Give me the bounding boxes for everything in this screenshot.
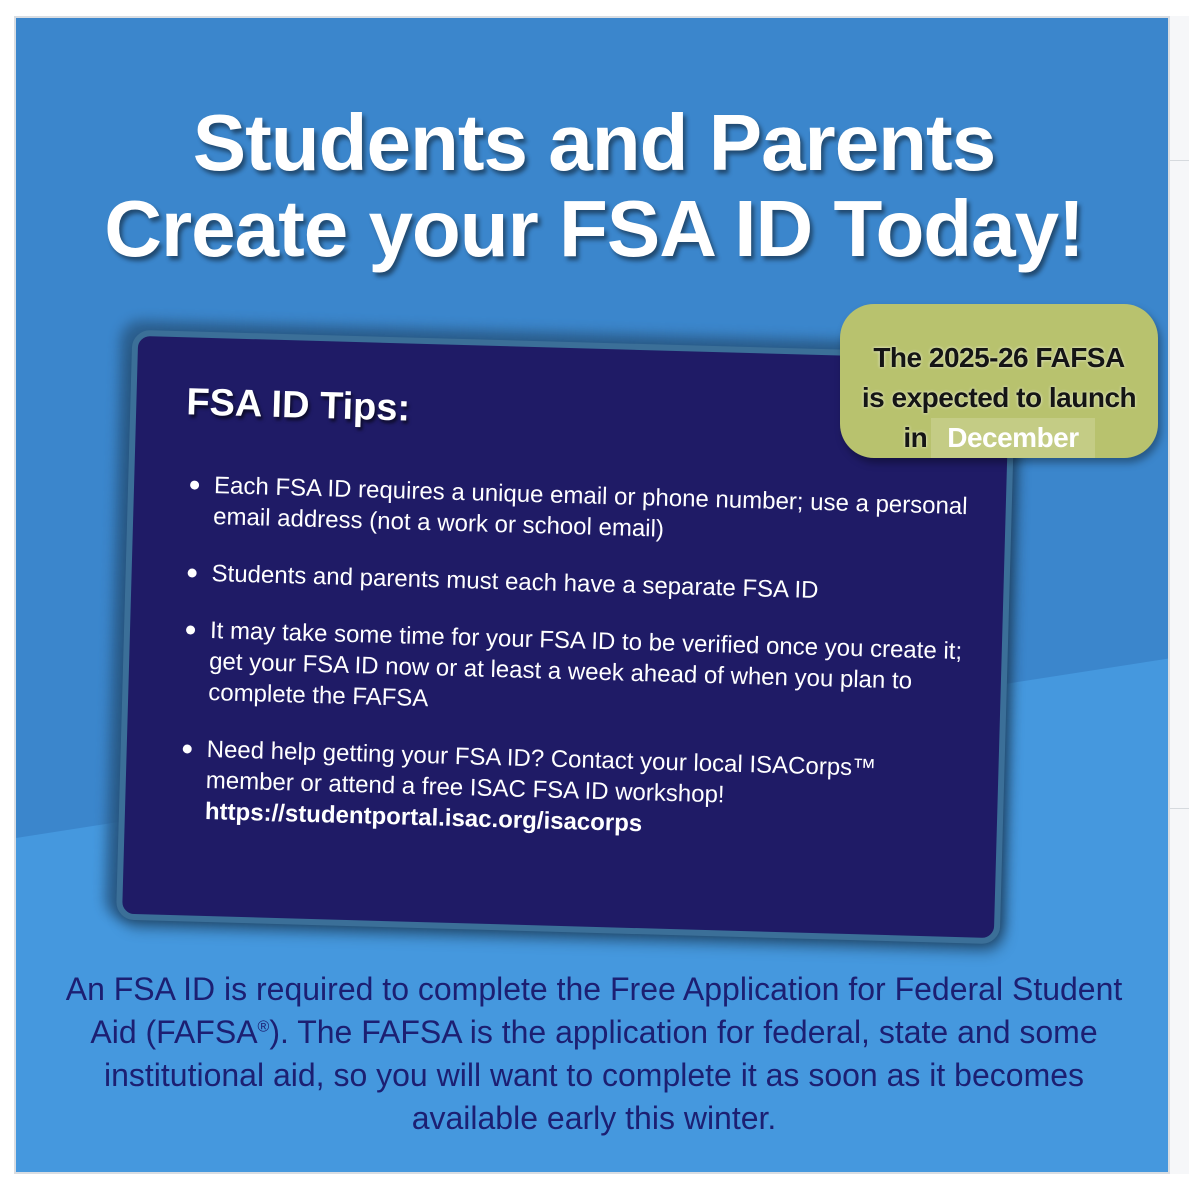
bullet-icon — [190, 480, 199, 489]
tips-list — [180, 469, 970, 874]
isacorps-link[interactable]: https://studentportal.isac.org/isacorps — [204, 797, 643, 838]
tip-item — [181, 733, 963, 848]
bubble-line-1: The 2025-26 FAFSA — [873, 342, 1125, 373]
bubble-prefix: in — [903, 422, 928, 453]
divider — [1170, 160, 1189, 161]
tip-item — [187, 557, 968, 610]
bullet-icon — [188, 568, 197, 577]
page-edge — [1170, 16, 1189, 1174]
bullet-icon — [183, 744, 192, 753]
tip-text: It may take some time for your FSA ID to be verified once you create it; get your FSA ID now or at least a week ahead of when you plan to complete the FAFSA — [207, 617, 963, 713]
footer-part-1: An FSA ID is required to complete the Free Application for Federal Student Aid (FAFSA — [65, 971, 1123, 1050]
footer-part-2: ). The FAFSA is the application for federal, state and some institutional aid, so you will want to complete it as soon as it becomes available early this winter. — [103, 1014, 1098, 1136]
tip-text: Each FSA ID requires a unique email or phone number; use a personal email address (not a work or school email) — [212, 472, 968, 543]
fafsa-description — [56, 968, 1132, 1140]
launch-month: December — [931, 418, 1094, 458]
tips-title: FSA ID Tips: — [185, 381, 411, 430]
tip-item — [189, 469, 970, 553]
registered-mark: ® — [257, 1018, 270, 1036]
bubble-line-2: is expected to launch — [861, 382, 1137, 413]
bubble-text — [840, 338, 1158, 458]
divider — [1170, 808, 1189, 809]
tip-text: Students and parents must each have a separate FSA ID — [211, 560, 819, 605]
flyer — [14, 16, 1170, 1174]
tip-text: Need help getting your FSA ID? Contact your local ISACorps™ member or attend a free ISAC FSA ID workshop! — [205, 736, 877, 809]
bubble-line-3 — [840, 418, 1158, 458]
bullet-icon — [186, 625, 195, 634]
launch-date-bubble — [840, 304, 1158, 458]
tip-item — [184, 614, 966, 729]
headline-line-2: Create your FSA ID Today! — [104, 184, 1084, 273]
headline-line-1: Students and Parents — [192, 98, 996, 187]
